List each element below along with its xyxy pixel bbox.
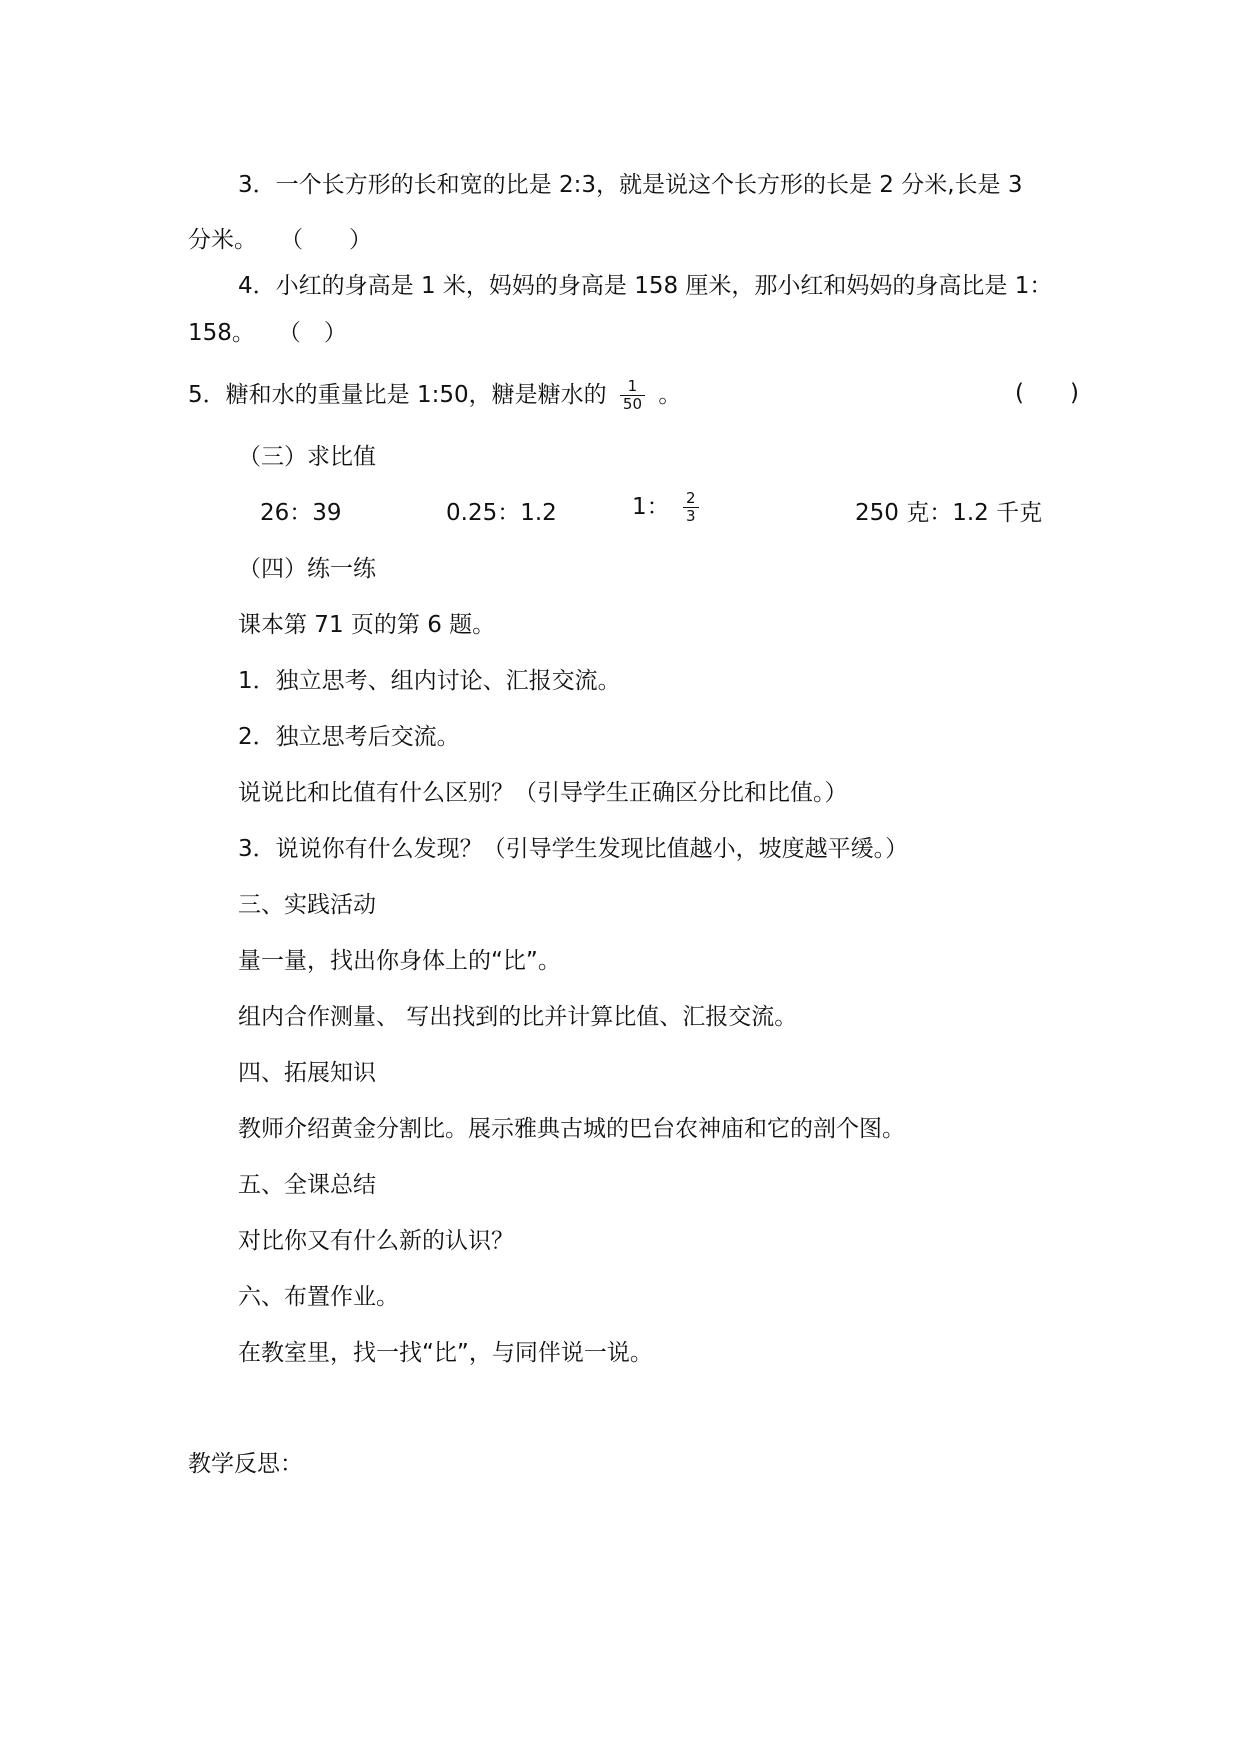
ratio-heading: （三）求比值 bbox=[238, 444, 376, 470]
section-3-line-1: 量一量，找出你身体上的“比”。 bbox=[238, 948, 561, 974]
section-6-heading: 六、布置作业。 bbox=[238, 1284, 399, 1310]
q5-text: 5．糖和水的重量比是 1:50，糖是糖水的 bbox=[188, 382, 607, 408]
ratio-item-4: 250 克：1.2 千克 bbox=[855, 500, 1043, 526]
q3-line1: 3．一个长方形的长和宽的比是 2:3，就是说这个长方形的长是 2 分米,长是 3 bbox=[238, 172, 1023, 198]
ratio-item-3-frac-den: 3 bbox=[685, 507, 696, 525]
section-3-heading: 三、实践活动 bbox=[238, 892, 376, 918]
section-4-line-1: 教师介绍黄金分割比。展示雅典古城的巴台农神庙和它的剖个图。 bbox=[238, 1116, 905, 1142]
section-4-heading: 四、拓展知识 bbox=[238, 1060, 376, 1086]
ratio-item-2: 0.25：1.2 bbox=[446, 500, 557, 526]
practice-line-4: 说说比和比值有什么区别？（引导学生正确区分比和比值。） bbox=[238, 780, 848, 806]
q5-line bbox=[188, 378, 681, 413]
q4-line1: 4．小红的身高是 1 米，妈妈的身高是 158 厘米，那小红和妈妈的身高比是 1： bbox=[238, 273, 1053, 299]
section-5-line-1: 对比你又有什么新的认识？ bbox=[238, 1228, 514, 1254]
section-6-line-1: 在教室里，找一找“比”，与同伴说一说。 bbox=[238, 1340, 653, 1366]
section-3-line-2: 组内合作测量、 写出找到的比并计算比值、汇报交流。 bbox=[238, 1004, 798, 1030]
q5-fraction bbox=[620, 378, 645, 413]
practice-line-1: 课本第 71 页的第 6 题。 bbox=[238, 612, 496, 638]
q5-after: 。 bbox=[658, 382, 682, 408]
ratio-item-3-fraction bbox=[683, 490, 699, 525]
practice-line-3: 2．独立思考后交流。 bbox=[238, 724, 460, 750]
q5-frac-den: 50 bbox=[622, 395, 642, 413]
practice-heading: （四）练一练 bbox=[238, 556, 376, 582]
ratio-item-3-frac-num: 2 bbox=[683, 490, 699, 508]
q4-line2: 158。 （ ） bbox=[188, 320, 347, 346]
ratio-item-1: 26：39 bbox=[260, 500, 342, 526]
ratio-item-3 bbox=[632, 490, 705, 525]
q5-frac-num: 1 bbox=[620, 378, 645, 396]
section-5-heading: 五、全课总结 bbox=[238, 1172, 376, 1198]
practice-line-2: 1．独立思考、组内讨论、汇报交流。 bbox=[238, 668, 621, 694]
reflection-label: 教学反思： bbox=[188, 1451, 303, 1477]
q3-line2: 分米。 （ ） bbox=[188, 227, 372, 253]
practice-line-5: 3．说说你有什么发现？（引导学生发现比值越小，坡度越平缓。） bbox=[238, 836, 909, 862]
q5-paren: ( ) bbox=[1015, 380, 1079, 406]
ratio-item-3-prefix: 1： bbox=[632, 494, 670, 520]
